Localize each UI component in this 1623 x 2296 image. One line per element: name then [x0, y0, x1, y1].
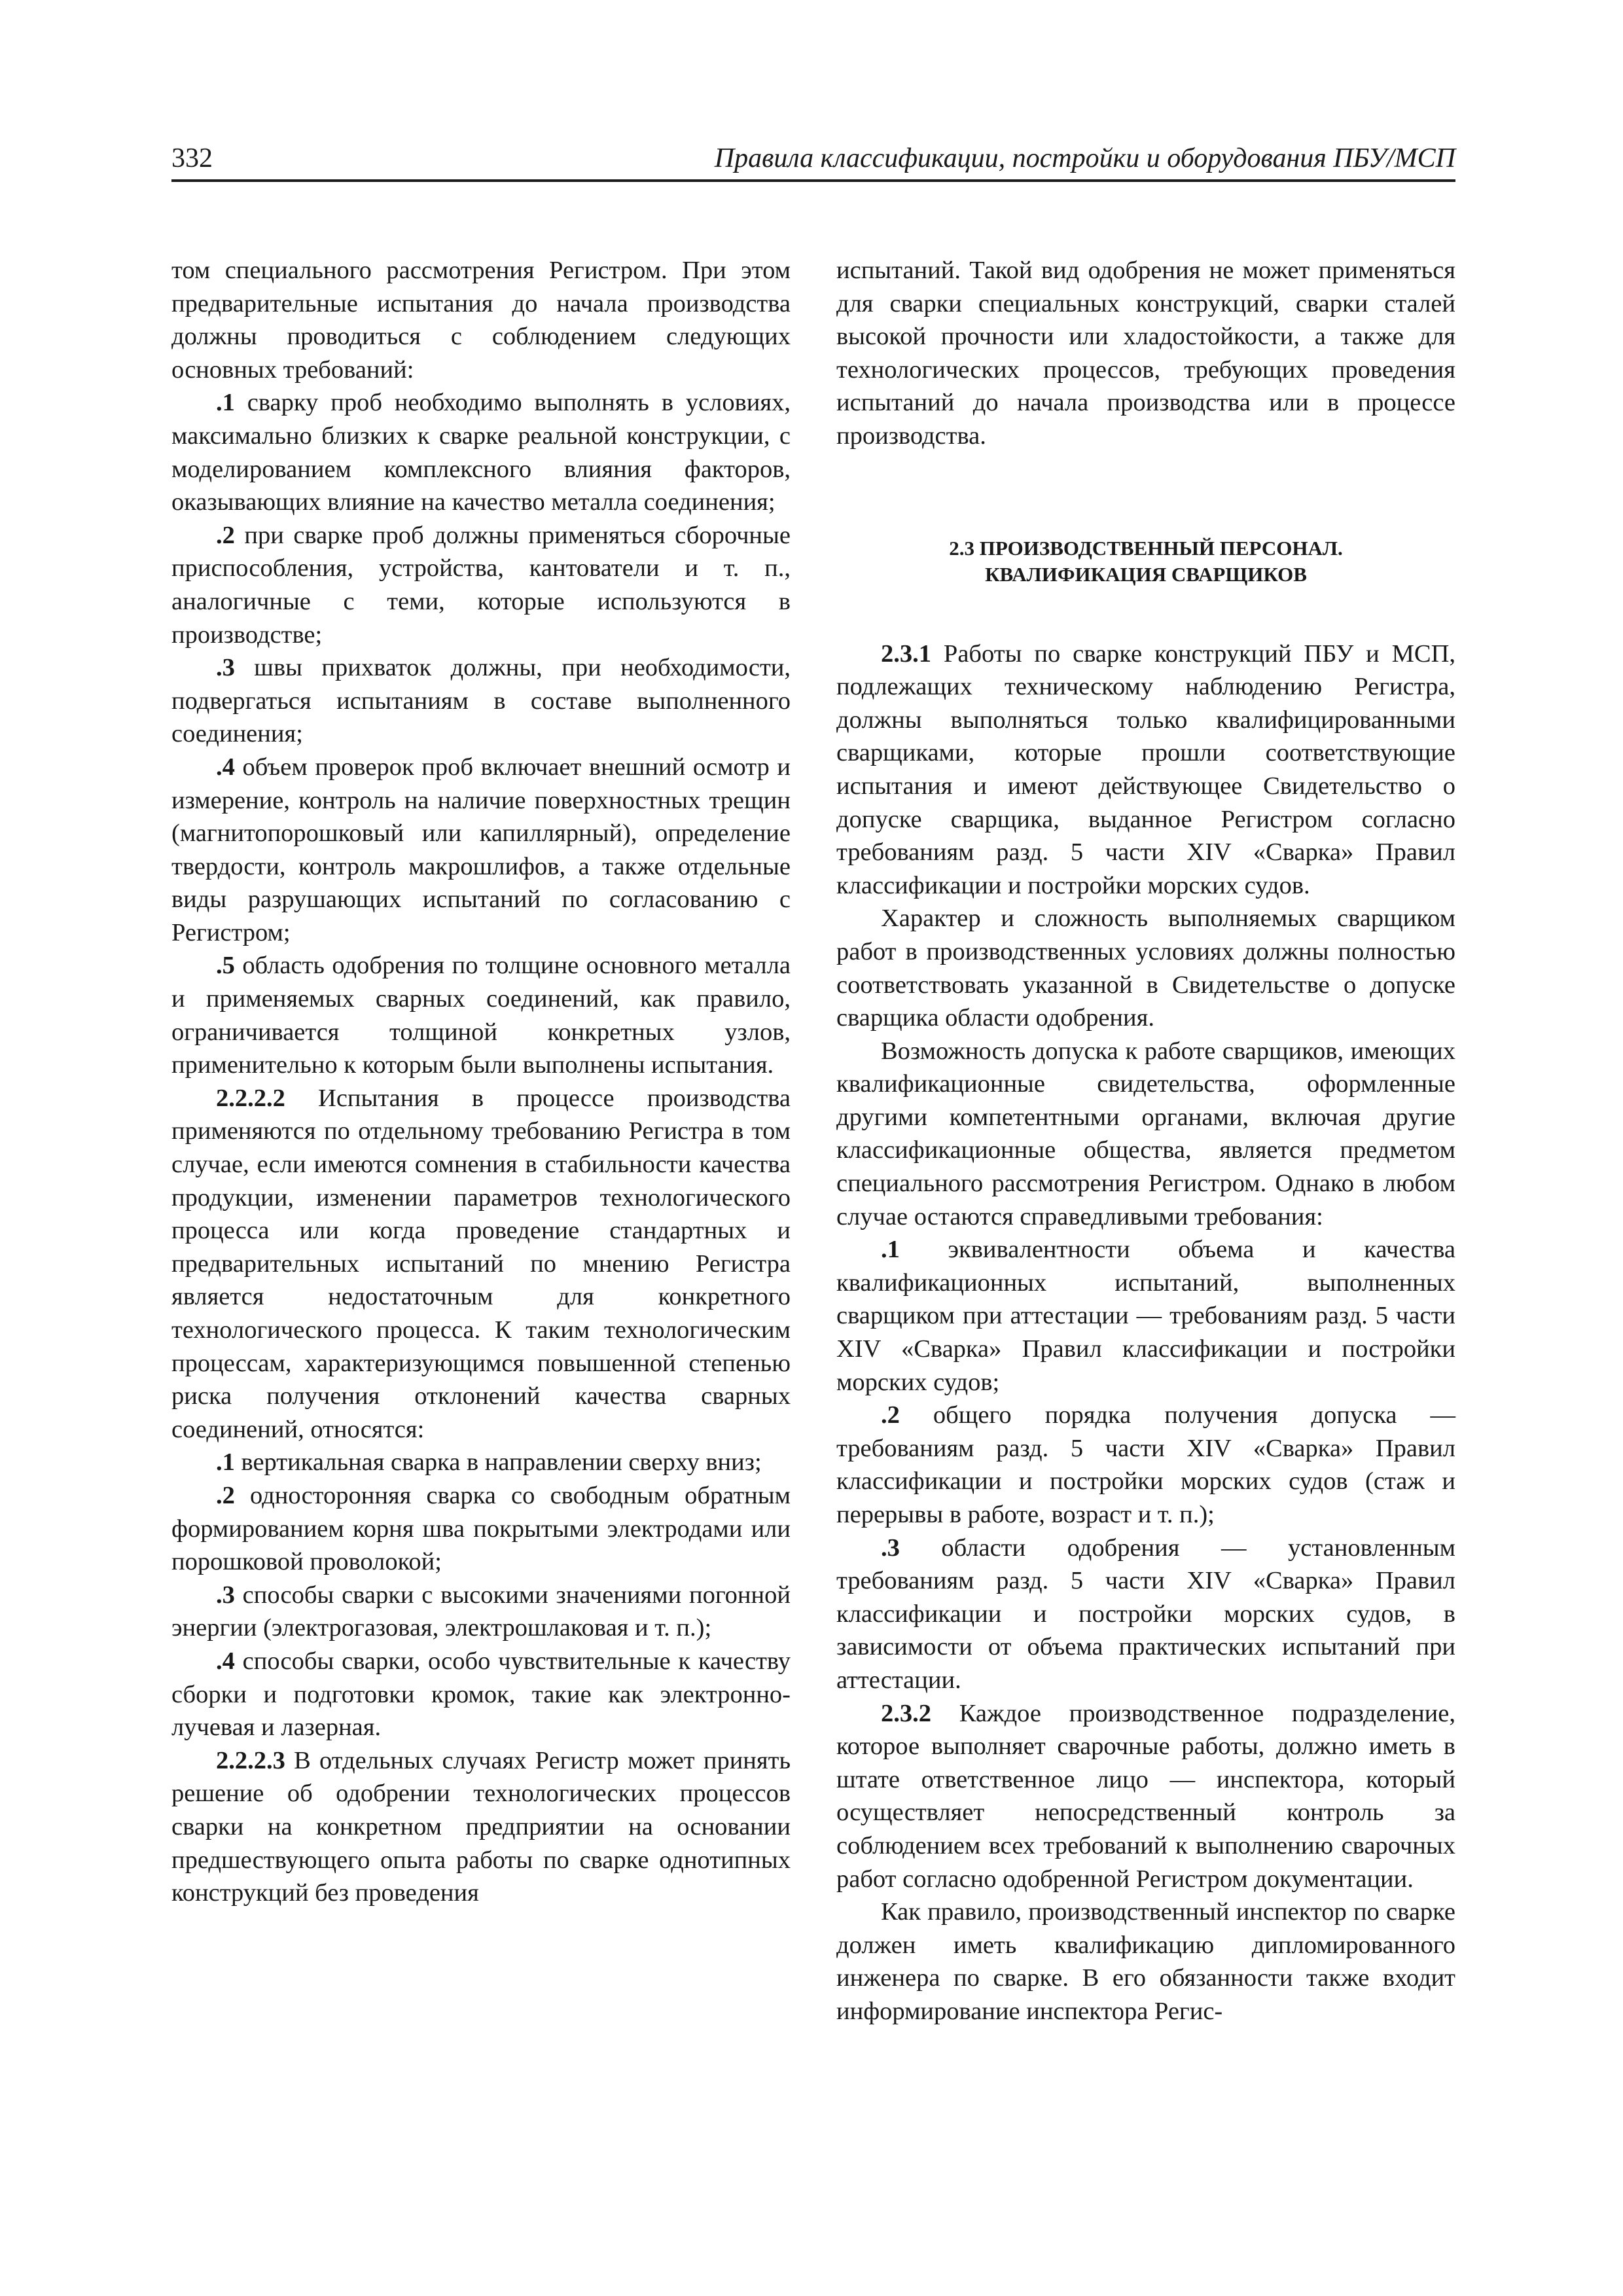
item-number: .2	[216, 521, 235, 549]
section-paragraph-2-3-2	[836, 1697, 1455, 1896]
paragraph: Возможность допуска к работе сварщиков, имеющих квалификационные свидетельства, оформленные другими компетентными органами, включая другие классификационные общества, является предметом специального рассмотрения Регистром. Однако в любом случае остаются справедливыми требования:	[836, 1037, 1455, 1230]
item-number: .4	[216, 753, 235, 781]
item-text: швы прихваток должны, при необходимости, подвергаться испытаниям в составе выполненного соединения;	[171, 654, 791, 748]
list-item	[171, 949, 791, 1081]
heading-line: 2.3 ПРОИЗВОДСТВЕННЫЙ ПЕРСОНАЛ.	[949, 536, 1343, 560]
section-number: 2.3.2	[881, 1699, 931, 1727]
section-paragraph-2-2-2-3	[171, 1744, 791, 1910]
section-number: 2.2.2.3	[216, 1746, 285, 1774]
item-text: способы сварки с высокими значениями погонной энергии (электрогазовая, электрошлаковая и т. п.);	[171, 1581, 791, 1642]
item-text: общего порядка получения допуска — требованиям разд. 5 части XIV «Сварка» Правил классификации и постройки морских судов (стаж и перерывы в работе, возраст и т. п.);	[836, 1401, 1455, 1528]
section-heading-2-3	[836, 535, 1455, 588]
item-text: односторонняя сварка со свободным обратным формированием корня шва покрытыми электродами или порошковой проволокой;	[171, 1481, 791, 1576]
right-column	[836, 254, 1455, 2028]
item-text: сварку проб необходимо выполнять в условиях, максимально близких к сварке реальной конструкции, с моделированием комплексного влияния факторов, оказывающих влияние на качество металла соединения;	[171, 389, 791, 516]
left-column	[171, 254, 791, 1910]
section-number: 2.3.1	[881, 639, 931, 668]
item-number: .3	[216, 1581, 235, 1609]
item-number: .1	[216, 389, 235, 417]
item-number: .5	[216, 952, 235, 980]
list-item	[171, 751, 791, 950]
paragraph: испытаний. Такой вид одобрения не может применяться для сварки специальных конструкций, сварки сталей высокой прочности или хладостойкости, а также для технологических процессов, требующих проведения испытаний до начала производства или в процессе производства.	[836, 257, 1455, 450]
list-item	[171, 519, 791, 651]
item-text: объем проверок проб включает внешний осмотр и измерение, контроль на наличие поверхностных трещин (магнитопорошковый или капиллярный), определение твердости, контроль макрошлифов, а также отдельные виды разрушающих испытаний по согласованию с Регистром;	[171, 753, 791, 946]
list-item	[171, 1479, 791, 1579]
page-number: 332	[171, 143, 213, 173]
item-number: .3	[881, 1534, 900, 1562]
list-item	[171, 1446, 791, 1479]
list-item	[171, 651, 791, 751]
section-text: Каждое производственное подразделение, которое выполняет сварочные работы, должно иметь в штате ответственное лицо — инспектора, который осуществляет непосредственный контроль за соблюдением всех требований к выполнению сварочных работ согласно одобренной Регистром документации.	[836, 1699, 1455, 1893]
list-item	[171, 1645, 791, 1744]
list-item	[171, 386, 791, 518]
item-text: эквивалентности объема и качества квалификационных испытаний, выполненных сварщиком при аттестации — требованиям разд. 5 части XIV «Сварка» Правил классификации и постройки морских судов;	[836, 1236, 1455, 1396]
section-text: Работы по сварке конструкций ПБУ и МСП, подлежащих техническому наблюдению Регистра, должны выполняться только квалифицированными сварщиками, которые прошли соответствующие испытания и имеют действующее Свидетельство о допуске сварщика, выданное Регистром согласно требованиям разд. 5 части XIV «Сварка» Правил классификации и постройки морских судов.	[836, 639, 1455, 899]
item-text: вертикальная сварка в направлении сверху вниз;	[234, 1448, 762, 1477]
item-text: область одобрения по толщине основного металла и применяемых сварных соединений, как правило, ограничивается толщиной конкретных узлов, применительно к которым были выполнены испытания.	[171, 952, 791, 1079]
list-item	[171, 1579, 791, 1645]
paragraph: Характер и сложность выполняемых сварщиком работ в производственных условиях должны полностью соответствовать указанной в Свидетельстве о допуске сварщика области одобрения.	[836, 905, 1455, 1032]
item-number: .1	[216, 1448, 235, 1477]
paragraph: Как правило, производственный инспектор по сварке должен иметь квалификацию дипломированного инженера по сварке. В его обязанности также входит информирование инспектора Регис-	[836, 1898, 1455, 2025]
section-paragraph-2-3-1	[836, 637, 1455, 903]
section-paragraph-2-2-2-2	[171, 1082, 791, 1446]
item-number: .3	[216, 654, 235, 682]
heading-line: КВАЛИФИКАЦИЯ СВАРЩИКОВ	[985, 562, 1307, 586]
item-number: .2	[216, 1481, 235, 1509]
item-number: .1	[881, 1236, 900, 1264]
section-text: Испытания в процессе производства применяются по отдельному требованию Регистра в том случае, если имеются сомнения в стабильности качества продукции, изменении параметров технологического процесса или когда проведение стандартных и предварительных испытаний по мнению Регистра является недостаточным для конкретного технологического процесса. К таким технологическим процессам, характеризующимся повышенной степенью риска получения отклонений качества сварных соединений, относятся:	[171, 1084, 791, 1443]
page-header	[171, 139, 1455, 182]
item-number: .4	[216, 1647, 235, 1675]
running-title: Правила классификации, постройки и оборудования ПБУ/МСП	[714, 143, 1455, 173]
item-text: области одобрения — установленным требованиям разд. 5 части XIV «Сварка» Правил классификации и постройки морских судов, в зависимости от объема практических испытаний при аттестации.	[836, 1534, 1455, 1694]
section-number: 2.2.2.2	[216, 1084, 285, 1112]
paragraph: том специального рассмотрения Регистром. При этом предварительные испытания до начала производства должны проводиться с соблюдением следующих основных требований:	[171, 257, 791, 384]
item-text: при сварке проб должны применяться сборочные приспособления, устройства, кантователи и т. п., аналогичные с теми, которые используются в производстве;	[171, 521, 791, 649]
section-text: В отдельных случаях Регистр может принять решение об одобрении технологических процессов сварки на конкретном предприятии на основании предшествующего опыта работы по сварке однотипных конструкций без проведения	[171, 1746, 791, 1907]
list-item	[836, 1233, 1455, 1399]
item-number: .2	[881, 1401, 900, 1429]
list-item	[836, 1399, 1455, 1531]
list-item	[836, 1532, 1455, 1697]
item-text: способы сварки, особо чувствительные к качеству сборки и подготовки кромок, такие как электронно-лучевая и лазерная.	[171, 1647, 791, 1742]
